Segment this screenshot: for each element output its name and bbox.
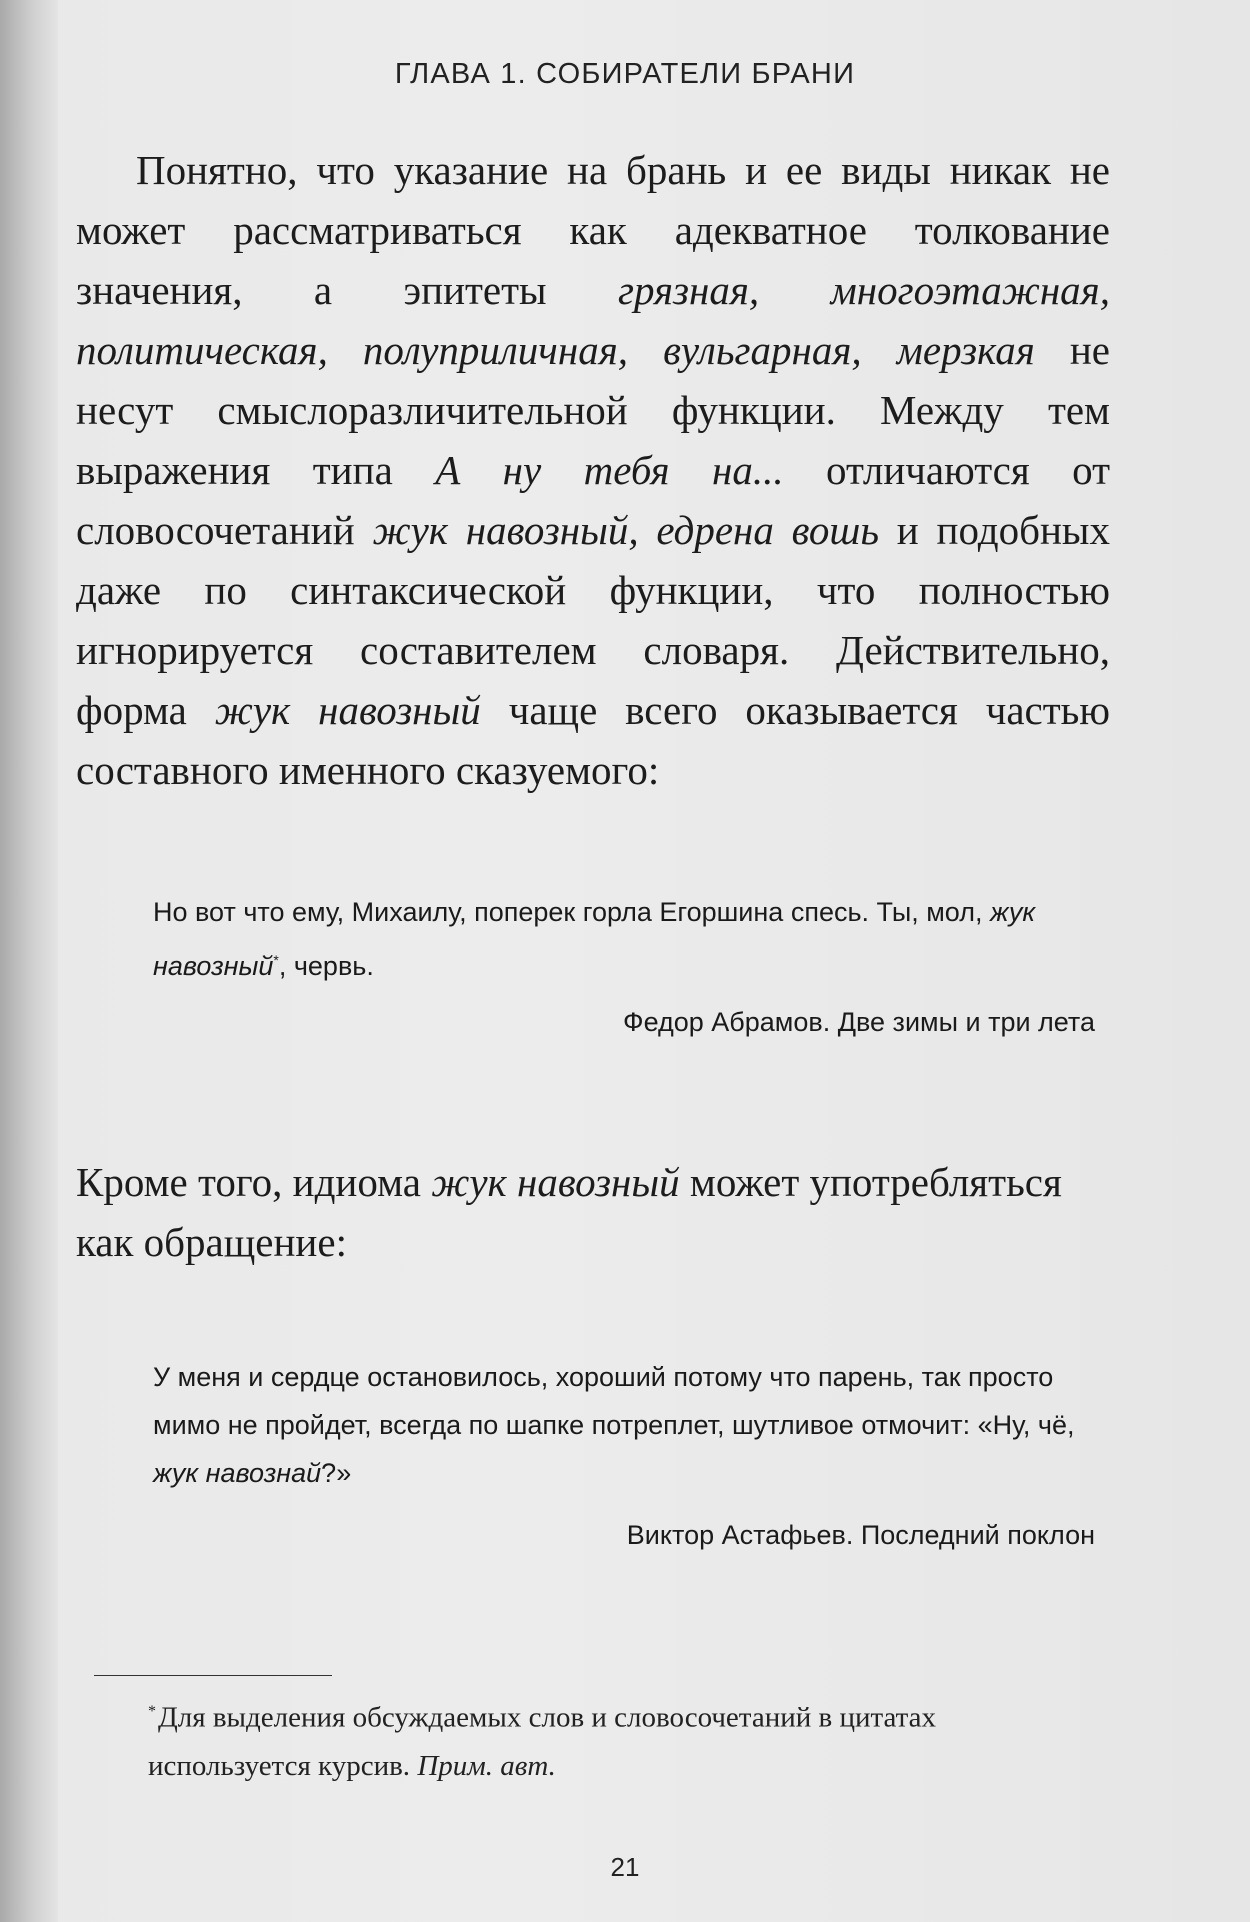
running-head: ГЛАВА 1. СОБИРАТЕЛИ БРАНИ — [394, 58, 856, 90]
italic-text: жук навозный — [431, 1159, 680, 1205]
quote-2 — [153, 1353, 1093, 1497]
quote-1-attribution: Федор Абрамов. Две зимы и три лета — [623, 1007, 1095, 1037]
text: Понятно, что указание на брань и ее виды никак не может рассматриваться как адекватное толкование значения, а эпитеты — [76, 147, 1110, 313]
footnote-mark: * — [148, 1703, 156, 1720]
text: Кроме того, идиома — [76, 1159, 432, 1205]
footnote-divider — [94, 1675, 332, 1676]
italic-text: Прим. авт. — [417, 1749, 556, 1782]
quote-1 — [153, 888, 1093, 990]
text: Для выделения обсуждаемых слов и словосочетаний в цитатах используется курсив. — [148, 1701, 937, 1782]
text: не несут смыслоразличительной функции. Между тем выражения типа — [76, 327, 1110, 493]
paragraph-1 — [76, 140, 1110, 800]
text: ?» — [321, 1458, 352, 1488]
italic-text: грязная, многоэтажная, политическая, полуприличная, вульгарная, мерзкая — [76, 267, 1110, 373]
text: У меня и сердце остановилось, хороший потому что парень, так просто мимо не пройдет, всегда по шапке потреплет, шутливое отмочит: «Ну, чё, — [153, 1362, 1075, 1440]
paragraph-2 — [76, 1152, 1110, 1272]
text: может употребляться как обращение: — [76, 1159, 1062, 1265]
italic-text: А ну тебя на... — [435, 447, 784, 493]
italic-text: жук навозный — [153, 897, 1036, 981]
page-number: 21 — [610, 1852, 640, 1882]
italic-text: жук навознай — [153, 1458, 322, 1488]
text: отличаются от словосочетаний — [76, 447, 1110, 553]
footnote — [148, 1688, 1088, 1790]
text: и подобных даже по синтаксической функции, что полностью игнорируется составителем словаря. Действительно, форма — [76, 507, 1110, 733]
quote-2-attribution: Виктор Астафьев. Последний поклон — [626, 1520, 1095, 1550]
text: чаще всего оказывается частью составного именного сказуемого: — [76, 687, 1110, 793]
text: , червь. — [278, 951, 374, 981]
text: Но вот что ему, Михаилу, поперек горла Егоршина спесь. Ты, мол, — [153, 897, 990, 927]
italic-text: жук навозный, едрена вошь — [372, 507, 880, 553]
italic-text: жук навозный — [214, 687, 481, 733]
page-spine-shadow — [0, 0, 58, 1922]
footnote-reference: * — [273, 952, 279, 968]
